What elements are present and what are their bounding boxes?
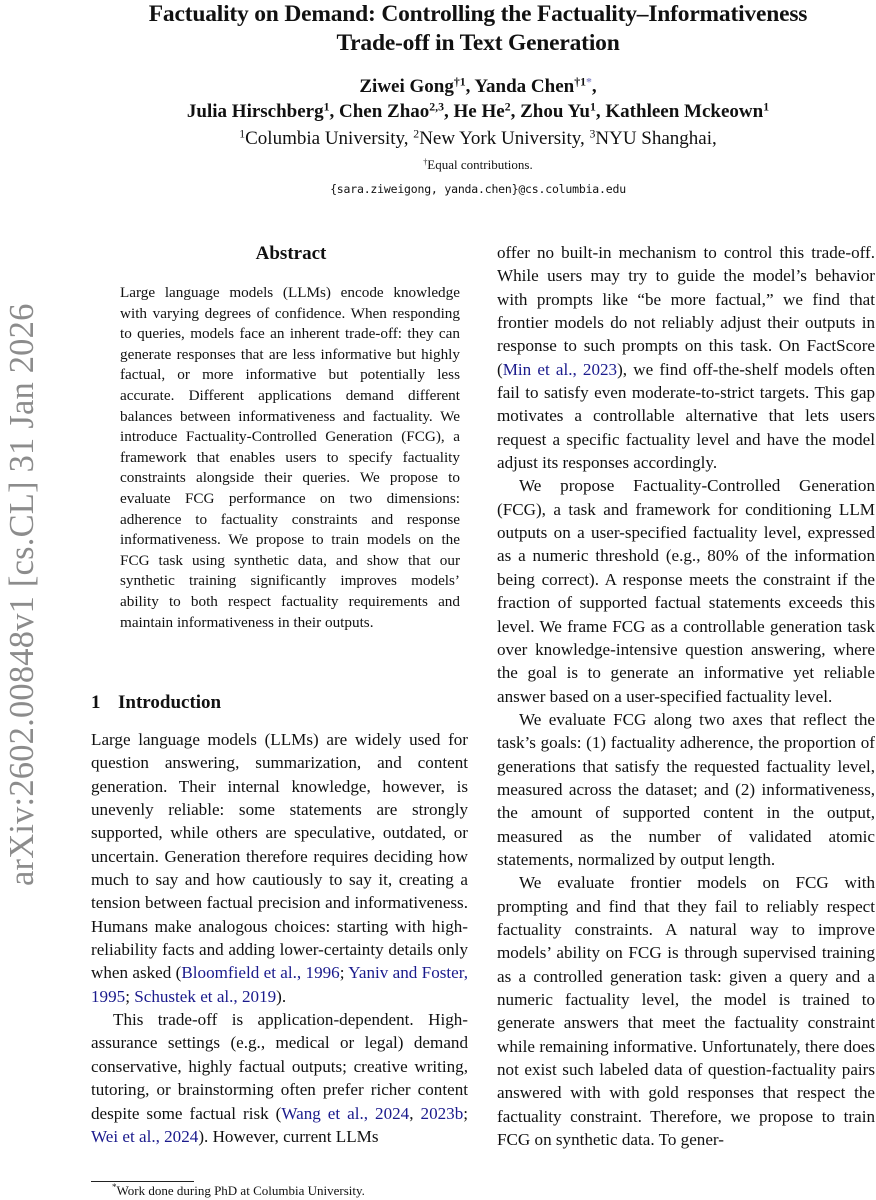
citation-link[interactable]: Schustek et al., 2019 <box>134 986 277 1006</box>
separator: ; <box>339 963 349 983</box>
author-name: Zhou Yu <box>520 101 590 122</box>
author-name: Kathleen Mckeown <box>605 101 764 122</box>
author-name: Yanda Chen <box>474 76 575 97</box>
citation-link[interactable]: Yaniv and Foster, 1995 <box>91 963 469 1006</box>
intro-paragraph-4: We propose Factuality-Controlled Generation (FCG), a task and framework for conditioning LLM outputs on a user-specified factuality level, expressed as a numeric threshold (e.g., 80% of the information being correct). A response meets the constraint if the fraction of supported factual statements exceeds this level. We frame FCG as a controllable generation task over knowledge-intensive question answering, where the goal is to generate an informative yet reliable answer based on a user-specified factuality level. <box>497 476 875 706</box>
intro-paragraph-3 <box>497 241 875 474</box>
intro-paragraph-1 <box>91 728 468 1008</box>
paragraph-text: offer no built-in mechanism to control this trade-off. While users may try to guide the model’s behavior with prompts like “be more factual,” we find that frontier models do not reliably adjust their outputs in response to such prompts on this task. On FactScore ( <box>497 243 875 379</box>
contact-email: {sara.ziweigong, yanda.chen}@cs.columbia.edu <box>330 182 626 196</box>
footnote-star-link[interactable]: * <box>585 75 592 89</box>
author-affil-mark: 1 <box>323 100 330 114</box>
equal-contribution-text: Equal contributions. <box>427 157 533 172</box>
abstract-body: Large language models (LLMs) encode knowledge with varying degrees of confidence. When responding to queries, models face an inherent trade-off: they can generate responses that are less informative but highly factual, or more informative but potentially less accurate. Different applications demand different balances between informativeness and factuality. We introduce Factuality-Controlled Generation (FCG), a framework that enables users to specify factuality constraints alongside their queries. We propose to evaluate FCG performance on two dimensions: adherence to factuality constraints and response informativeness. We propose to train models on the FCG task using synthetic data, and show that our synthetic training significantly improves models’ ability to both respect factuality requirements and maintain informativeness in their outputs. <box>120 284 460 631</box>
author-affil-mark: †1 <box>453 75 466 89</box>
author-list <box>90 74 866 124</box>
intro-paragraph-2 <box>91 1008 468 1148</box>
author-affil-mark: †1 <box>574 75 586 89</box>
citation-link[interactable]: Bloomfield et al., 1996 <box>181 963 340 983</box>
author-name: Julia Hirschberg <box>186 101 324 122</box>
dagger-mark: † <box>423 157 428 167</box>
affil-mark: 1 <box>239 127 246 141</box>
equal-contribution-note <box>90 157 866 173</box>
intro-paragraph-6: We evaluate frontier models on FCG with prompting and find that they fail to reliably respect factuality constraints. A natural way to improve models’ ability on FCG is through supervised training as a controlled generation task: given a query and a numeric factuality level, the model is trained to generate answers that meet the factuality constraint while remaining informative. Unfortunately, there does not exist such labeled data of question-factuality pairs answered with with gold responses that respect the factuality constraint. Therefore, we propose to train FCG on synthetic data. To gener- <box>497 873 875 1150</box>
separator: ; <box>463 1103 468 1123</box>
paragraph-text: ). However, current LLMs <box>198 1126 379 1146</box>
section-number: 1 <box>91 692 101 713</box>
author-line-2: Julia Hirschberg$^1$, Chen Zhao$^{2,3}$, He He$^2$, Zhou Yu$^1$, Kathleen Mckeown$^1$ <box>186 100 770 122</box>
affiliation: NYU Shanghai, <box>595 128 717 149</box>
separator: ; <box>125 986 135 1006</box>
footnote-mark: * <box>112 1182 117 1192</box>
affil-mark: 2 <box>413 127 420 141</box>
affiliations <box>90 128 866 150</box>
affil-mark: 3 <box>589 127 596 141</box>
citation-link[interactable]: Wang et al., 2024 <box>281 1103 410 1123</box>
citation-link[interactable]: Wei et al., 2024 <box>91 1126 199 1146</box>
author-name: He He <box>453 101 505 122</box>
affiliation: Columbia University, <box>245 128 409 149</box>
author-affil-mark: 2,3 <box>429 100 445 114</box>
author-affil-mark: 1 <box>763 100 770 114</box>
citation-link[interactable]: Min et al., 2023 <box>502 359 618 379</box>
section-heading-introduction <box>91 692 221 714</box>
paper-title <box>90 0 866 58</box>
author-name: Ziwei Gong <box>359 76 454 97</box>
title-line-2: Trade-off in Text Generation <box>336 30 620 56</box>
author-affil-mark: 1 <box>590 100 596 114</box>
right-column-body <box>497 241 875 1151</box>
paragraph-text: Large language models (LLMs) are widely used for question answering, summarization, and content generation. Their internal knowledge, however, is unevenly reliable: some statements are strongly supported, while others are speculative, outdated, or uncertain. Generation therefore requires deciding how much to say and how cautiously to say it, creating a tension between factual precision and informativeness. Humans make analogous choices: starting with high-reliability facts and adding lower-certainty details only when asked ( <box>91 730 468 983</box>
author-name: Chen Zhao <box>339 101 430 122</box>
paragraph-text: ). <box>276 986 287 1006</box>
intro-paragraph-5: We evaluate FCG along two axes that reflect the task’s goals: (1) factuality adherence, the proportion of generations that satisfy the requested factuality level, measured across the dataset; and (2) informativeness, the amount of supported content in the output, measured as the number of validated atomic statements, normalized by output length. <box>497 709 875 869</box>
citation-link[interactable]: 2023b <box>420 1103 464 1123</box>
arxiv-identifier-stamp: arXiv:2602.00848v1 [cs.CL] 31 Jan 2026 <box>3 303 41 886</box>
affiliation: New York University, <box>419 128 585 149</box>
left-column-body <box>91 728 468 1148</box>
footnote <box>112 1183 365 1199</box>
paragraph-text: This trade-off is application-dependent. High-assurance settings (e.g., medical or legal) demand conservative, highly factual outputs; creative writing, tutoring, or brainstorming often prefer richer content despite some factual risk ( <box>91 1010 468 1123</box>
footnote-divider <box>91 1181 194 1182</box>
section-title: Introduction <box>118 692 222 713</box>
paragraph-text: ), we find off-the-shelf models often fail to satisfy even moderate-to-strict targets. This gap motivates a controllable alternative that lets users request a specific factuality level and have the model adjust its responses accordingly. <box>497 359 875 473</box>
title-line-1: Factuality on Demand: Controlling the Factuality–Informativeness <box>148 1 808 27</box>
author-line-1: Ziwei Gong$^{\dagger 1}$, Yanda Chen$^{\dagger 1*}$, <box>359 75 597 97</box>
footnote-text: Work done during PhD at Columbia University. <box>116 1183 365 1198</box>
abstract-heading: Abstract <box>255 243 327 264</box>
separator: , <box>409 1103 421 1123</box>
author-affil-mark: 2 <box>504 100 511 114</box>
